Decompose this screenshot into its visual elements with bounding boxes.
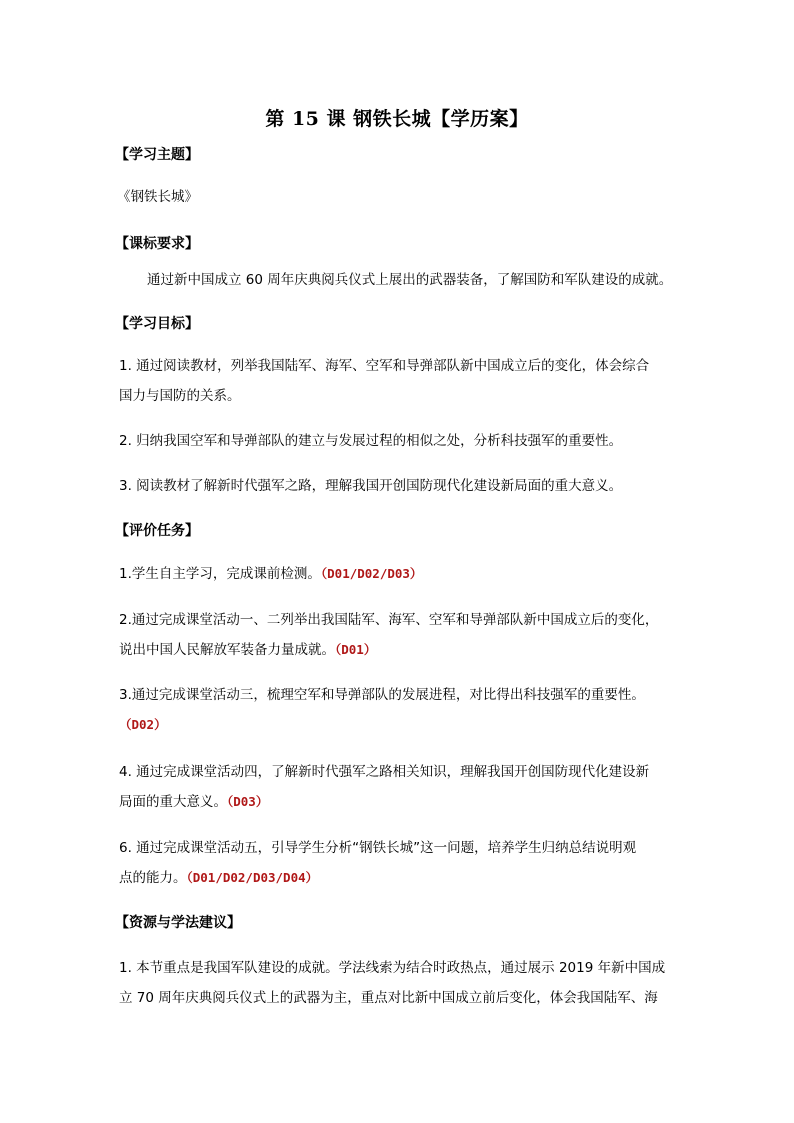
task-item-2 bbox=[119, 605, 679, 665]
goal-item-2-line1: 2. 归纳我国空军和导弹部队的建立与发展过程的相似之处，分析科技强军的重要性。 bbox=[119, 433, 623, 449]
resources-line1: 1. 本节重点是我国军队建设的成就。学法线索为结合时政热点，通过展示 2019 年新中国成 bbox=[119, 960, 666, 976]
task-item-2-line2: 说出中国人民解放军装备力量成就。 bbox=[119, 642, 335, 658]
goal-item-3 bbox=[119, 471, 679, 501]
task-item-2-ref: （D01） bbox=[335, 642, 377, 657]
task-item-4 bbox=[119, 757, 679, 817]
task-item-3-ref: （D02） bbox=[119, 717, 167, 732]
task-item-6-ref: （D01/D02/D03/D04） bbox=[186, 870, 319, 885]
section-heading-resources: 【资源与学法建议】 bbox=[115, 915, 241, 931]
goal-item-1-line1: 1. 通过阅读教材，列举我国陆军、海军、空军和导弹部队新中国成立后的变化，体会综合 bbox=[119, 358, 650, 374]
section-heading-tasks: 【评价任务】 bbox=[115, 523, 199, 539]
goal-item-1 bbox=[119, 351, 679, 411]
section-heading-goals: 【学习目标】 bbox=[115, 316, 199, 332]
task-item-4-line1: 4. 通过完成课堂活动四，了解新时代强军之路相关知识，理解我国开创国防现代化建设新 bbox=[119, 764, 650, 780]
page-title: 第 15 课 钢铁长城【学历案】 bbox=[265, 108, 529, 130]
resources-text bbox=[119, 953, 679, 1013]
task-item-6-line1: 6. 通过完成课堂活动五，引导学生分析“钢铁长城”这一问题，培养学生归纳总结说明观 bbox=[119, 840, 637, 856]
goal-item-2 bbox=[119, 426, 679, 456]
standard-text: 通过新中国成立 60 周年庆典阅兵仪式上展出的武器装备，了解国防和军队建设的成就。 bbox=[147, 272, 673, 288]
task-item-2-line1: 2.通过完成课堂活动一、二列举出我国陆军、海军、空军和导弹部队新中国成立后的变化， bbox=[119, 612, 659, 628]
section-heading-standard: 【课标要求】 bbox=[115, 236, 199, 252]
task-item-3-line1: 3.通过完成课堂活动三，梳理空军和导弹部队的发展进程，对比得出科技强军的重要性。 bbox=[119, 687, 645, 703]
task-item-6 bbox=[119, 833, 679, 893]
task-item-6-line2: 点的能力。 bbox=[119, 870, 187, 886]
theme-text: 《钢铁长城》 bbox=[117, 189, 198, 205]
task-item-1-ref: （D01/D02/D03） bbox=[320, 566, 423, 581]
task-item-1 bbox=[119, 559, 679, 589]
goal-item-1-line2: 国力与国防的关系。 bbox=[119, 388, 241, 404]
task-item-4-line2: 局面的重大意义。 bbox=[119, 794, 227, 810]
task-item-3 bbox=[119, 680, 679, 740]
goal-item-3-line1: 3. 阅读教材了解新时代强军之路，理解我国开创国防现代化建设新局面的重大意义。 bbox=[119, 478, 623, 494]
resources-line2: 立 70 周年庆典阅兵仪式上的武器为主，重点对比新中国成立前后变化，体会我国陆军、海 bbox=[119, 990, 658, 1006]
task-item-4-ref: （D03） bbox=[227, 794, 269, 809]
section-heading-theme: 【学习主题】 bbox=[115, 147, 199, 163]
task-item-1-text: 1.学生自主学习，完成课前检测。 bbox=[119, 566, 321, 582]
